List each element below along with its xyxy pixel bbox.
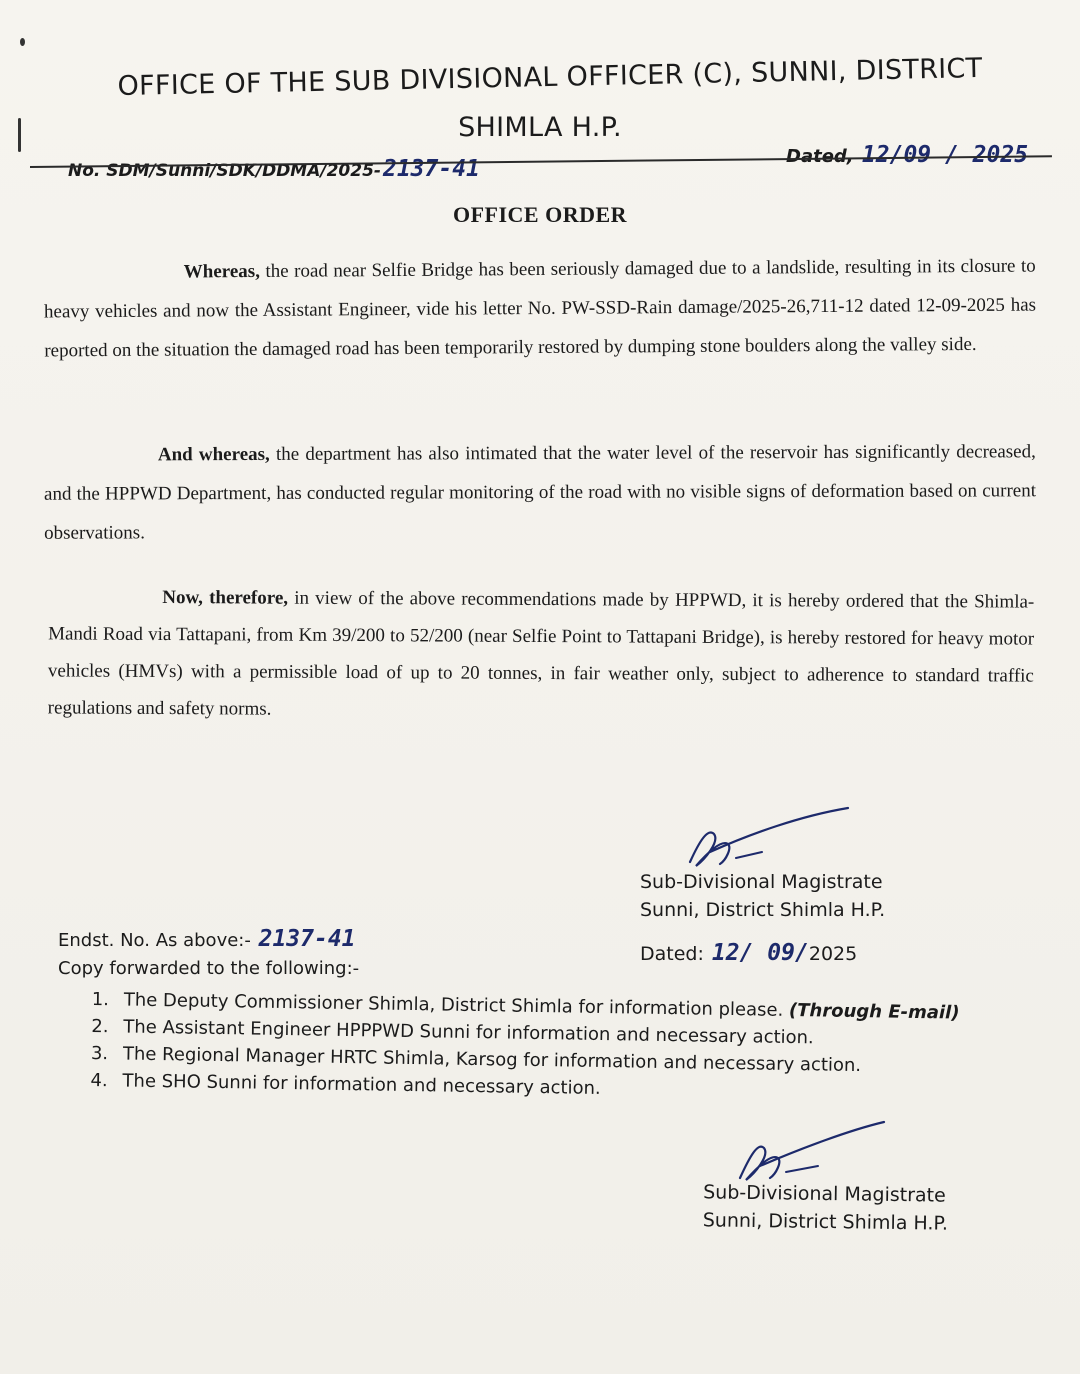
list-item-text: The SHO Sunni for information and necessary action. xyxy=(122,1070,601,1100)
list-item-text: The Assistant Engineer HPPPWD Sunni for information and necessary action. xyxy=(123,1016,814,1049)
signatory-location: Sunni, District Shimla H.P. xyxy=(640,899,886,921)
scan-speck xyxy=(20,38,25,46)
list-item-via: (Through E-mail) xyxy=(788,999,960,1024)
endorsement-handwritten-number: 2137-41 xyxy=(258,926,356,952)
signatory-designation: Sub-Divisional Magistrate xyxy=(640,871,883,893)
paragraph-and-whereas xyxy=(44,432,1036,552)
order-title: OFFICE ORDER xyxy=(452,202,628,227)
paragraph-text: the department has also intimated that the water level of the reservoir has significantly decreased, and the HPPWD Department, has conducted regular monitoring of the road with no visible signs of deformation based on current observations. xyxy=(43,441,1037,544)
list-item-number: 2. xyxy=(91,1015,109,1038)
paragraph-whereas xyxy=(44,247,1037,371)
reference-prefix: No. SDM/Sunni/SDK/DDMA/2025- xyxy=(68,161,381,181)
signatory-designation: Sub-Divisional Magistrate xyxy=(703,1181,946,1207)
office-heading-line2: SHIMLA H.P. xyxy=(458,112,622,143)
endorsement-label: Endst. No. As above:- xyxy=(58,930,251,951)
paragraph-now-therefore xyxy=(48,578,1035,731)
paragraph-lead: Whereas, xyxy=(183,260,260,283)
paragraph-lead: Now, therefore, xyxy=(162,587,289,609)
list-item-number: 4. xyxy=(90,1069,108,1092)
order-date-value: 12/09 / 2025 xyxy=(861,142,1029,168)
list-item-text: The Regional Manager HRTC Shimla, Karsog for information and necessary action. xyxy=(122,1043,862,1077)
office-heading-line1: OFFICE OF THE SUB DIVISIONAL OFFICER (C), SUNNI, DISTRICT xyxy=(117,52,983,103)
signature-block-2 xyxy=(703,1178,949,1237)
paragraph-text: in view of the above recommendations made by HPPWD, it is hereby ordered that the Shimla-Mandi Road via Tattapani, from Km 39/200 to 52/200 (near Selfie Point to Tattapani Bridge), is hereby restored for heavy motor vehicles (HMVs) with a permissible load of up to 20 tonnes, in fair weather only, subject to adherence to standard traffic regulations and safety norms. xyxy=(47,587,1035,720)
list-item-number: 3. xyxy=(90,1042,109,1065)
endorsement-date-label: Dated: xyxy=(640,943,704,965)
endorsement-date xyxy=(640,940,857,966)
copy-forwarded-heading: Copy forwarded to the following:- xyxy=(58,958,360,979)
endorsement-date-year: 2025 xyxy=(808,943,858,965)
endorsement-number xyxy=(58,926,356,952)
signature-block-1 xyxy=(640,868,885,924)
reference-handwritten-number: 2137-41 xyxy=(382,156,480,182)
list-item-number: 1. xyxy=(91,988,110,1011)
reference-number xyxy=(68,156,480,182)
order-date-label: Dated, xyxy=(786,146,854,167)
endorsement-date-handwritten: 12/ 09/ xyxy=(711,940,809,966)
paragraph-text: the road near Selfie Bridge has been seriously damaged due to a landslide, resulting in its closure to heavy vehicles and now the Assistant Engineer, vide his letter No. PW-SSD-Rain damage/2025-26,711-12 dated 12-09-2025 has reported on the situation the damaged road has been temporarily restored by dumping stone boulders along the valley side. xyxy=(43,255,1037,362)
list-item-text: The Deputy Commissioner Shimla, District Shimla for information please. xyxy=(123,989,790,1021)
signatory-location: Sunni, District Shimla H.P. xyxy=(702,1209,949,1235)
paragraph-lead: And whereas, xyxy=(157,443,270,466)
recipient-list xyxy=(90,986,959,1108)
